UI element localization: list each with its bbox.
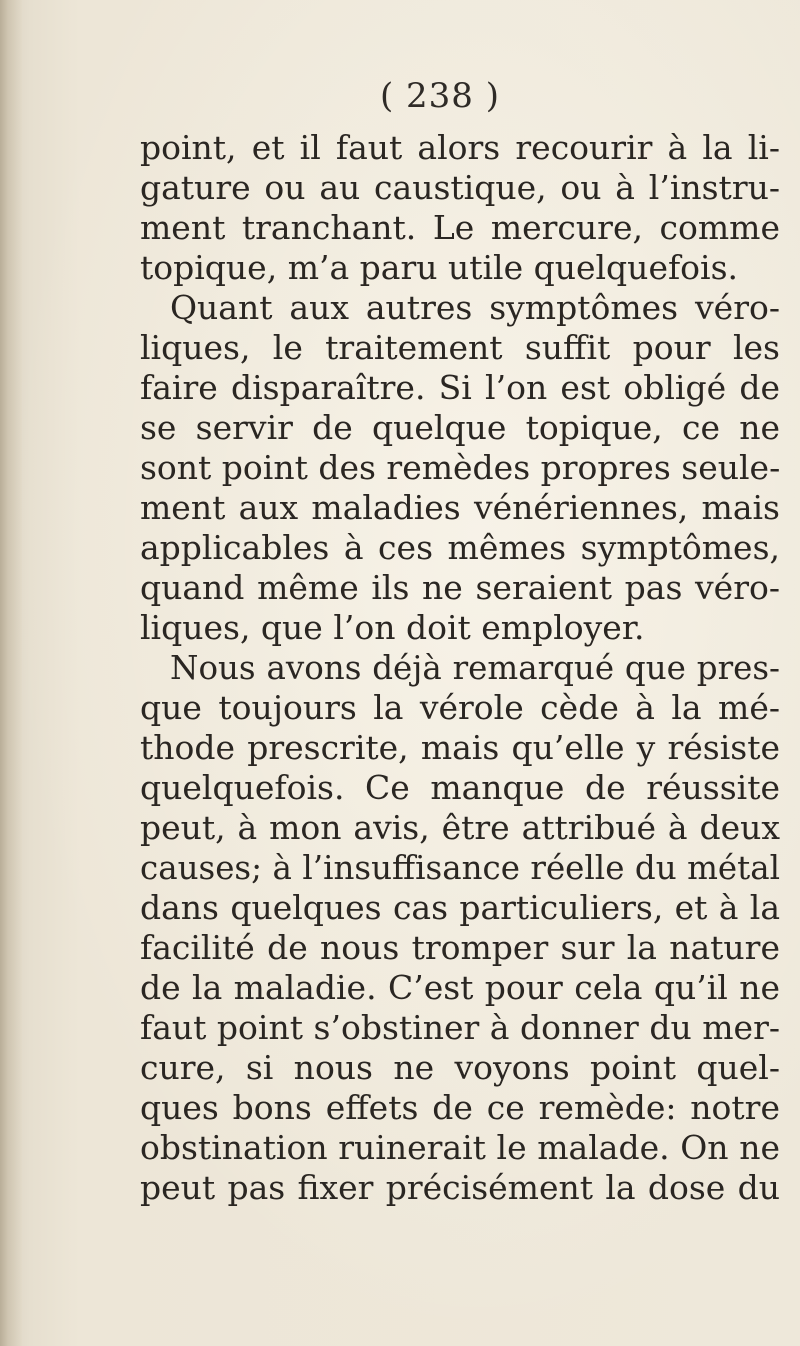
text-line: gature ou au caustique, ou à l’instru- (140, 168, 780, 207)
text-line: ques bons effets de ce remède: notre (140, 1088, 780, 1127)
text-line: topique, m’a paru utile quelquefois. (140, 248, 739, 287)
text-line: causes; à l’insuffisance réelle du métal (140, 849, 780, 887)
text-line: ment tranchant. Le mercure, comme (140, 208, 780, 247)
text-line: applicables à ces mêmes symptômes, (140, 528, 780, 567)
text-line: thode prescrite, mais qu’elle y résiste (140, 728, 780, 767)
text-line: faire disparaître. Si l’on est obligé de (140, 368, 780, 407)
paragraph-start-line: Quant aux autres symptômes véro- (170, 288, 780, 327)
text-line: se servir de quelque topique, ce ne (140, 408, 780, 447)
text-line: obstination ruinerait le malade. On ne (140, 1128, 780, 1167)
text-line: que toujours la vérole cède à la mé- (140, 688, 780, 727)
text-line: liques, que l’on doit employer. (140, 608, 645, 647)
text-line: quand même ils ne seraient pas véro- (140, 568, 780, 607)
text-line: de la maladie. C’est pour cela qu’il ne (140, 968, 780, 1007)
text-line: faut point s’obstiner à donner du mer- (140, 1008, 780, 1047)
body-text (140, 128, 780, 1208)
text-line: dans quelques cas particuliers, et à la (140, 888, 780, 927)
text-line: cure, si nous ne voyons point quel- (140, 1048, 780, 1087)
page-binding-edge (0, 0, 22, 1346)
text-line: point, et il faut alors recourir à la li- (140, 128, 780, 167)
page-number: ( 238 ) (379, 76, 501, 116)
text-line: sont point des remèdes propres seule- (140, 448, 781, 487)
text-line: quelquefois. Ce manque de réussite (140, 768, 780, 807)
text-line: peut, à mon avis, être attribué à deux (140, 808, 780, 847)
text-line: liques, le traitement suffit pour les (140, 328, 780, 367)
text-line: peut pas fixer précisément la dose du (140, 1168, 780, 1207)
text-line: facilité de nous tromper sur la nature (140, 928, 780, 967)
text-line: ment aux maladies vénériennes, mais (140, 488, 780, 527)
page-header (0, 76, 800, 116)
paragraph-start-line: Nous avons déjà remarqué que pres- (170, 649, 780, 687)
